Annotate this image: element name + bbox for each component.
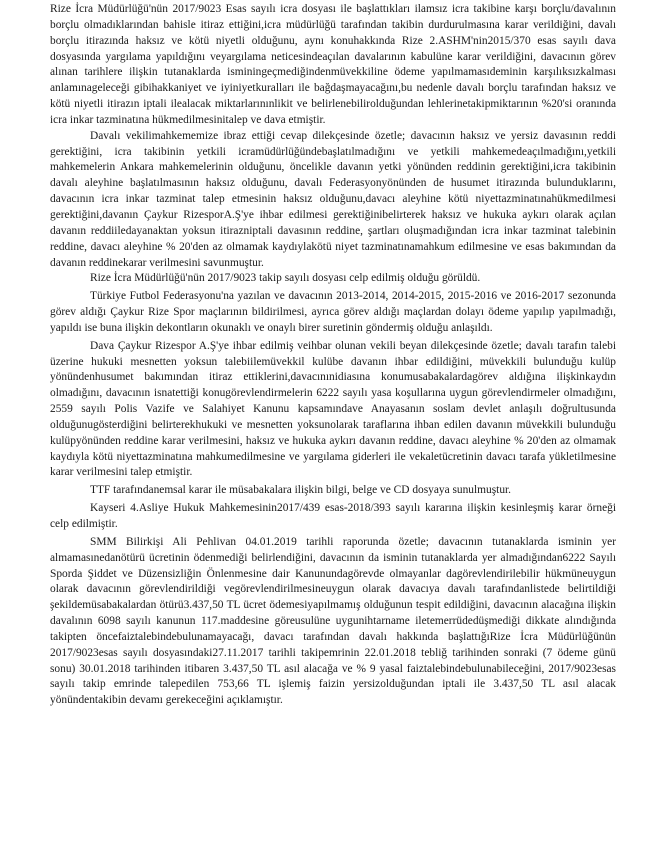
paragraph-kayseri-decision: Kayseri 4.Asliye Hukuk Mahkemesinin2017/439 esas-2018/393 sayılı kararına ilişkin kesinleşmiş karar örneği celp edilmiştir. xyxy=(50,502,616,530)
paragraph-expert-report: SMM Bilirkişi Ali Pehlivan 04.01.2019 tarihli raporunda özetle; davacının tutanaklarda isminin yer almamasınedanötürü ücretinin ödenmediği belirlendiğini, davacının da isminin tutanaklarda yer almadığından6222 Sayılı Sporda Şiddet ve Düzensizliğin Önlenmesine dair Kanunundagörevde olmayanlar dagörevlendirilebilir hükmüneuygun olarak davacının görevlendirildiği vegörevlendirilmesineuygun olarak davacıya davalı tarafındanlistede belirtildiği şekildemüsabakalardan ötürü3.437,50 TL ücret ödemesiyapılmamış olduğunun tespit edildiğini, davacının alacağına ilişkin davalının 6098 sayılı kanunun 117.maddesine göreusulüne uygunihtarname iletemerrüdedüşmediği dikkate alındığında takipten öncefaiztalebindebulunamayacağı, davacı tarafından davalı hakkında başlattığıRize İcra Müdürlüğünün 2017/9023esas sayılı dosyasındaki27.11.2017 tarihli takipemrinin 22.01.2018 tebliğ tarihinden sonraki (7 ödeme günü sonu) 30.01.2018 tarihinden itibaren 3.437,50 TL asıl alacağa ve % 9 yasal faiztalebindebulunabileceğini, 2017/9023esas sayılı takip emrinde talepedilen 753,66 TL işlemiş faizin yersizolduğundan iptali ile 3.437,50 TL asıl alacak yönündentakibin devamı gerekeceğini açıklamıştır. xyxy=(50,535,616,707)
paragraph-defendant-response: Davalı vekilimahkememize ibraz ettiği cevap dilekçesinde özetle; davacının haksız ve yersiz davasının reddi gerektiğini, icra takibinin yetkili icramüdürlüğündebaşlatılmadığını ve yetkili mahkemedeaçılmadığını,yetkili mahkemelerin Ankara mahkemelerinin olduğunu, öncelikle davanın yetki yönünden reddinin gerektiğini,icra takibinin davalı aleyhine başlatılmasının haksız olduğunu, davalı Federasyonyönünden de husumet itirazında bulunduklarını, davacının icra inkar tazminat talep etmesinin haksız olduğunu,davacı aleyhine kötü niyettazminatınahükmedilmesi gerektiğini,davanın Çaykur RizesporA.Ş'ye ihbar edilmesi gerektiğinibelirterek haksız ve hukuka aykırı olarak açılan davanın reddiiledayanaktan yoksun itirazniptali davasının reddine, şartları oluşmadığından icra inkar tazminat talebinin reddine, davacı aleyhine % 20'den az olmamak kaydıylakötü niyet tazminatınamahkum edilmesine ve esas bakımından da davanın reddinekarar verilmesini savunmuştur. xyxy=(50,129,616,269)
paragraph-ttf-documents: TTF tarafındanemsal karar ile müsabakalara ilişkin bilgi, belge ve CD dosyaya sunulmuştur. xyxy=(90,484,512,497)
paragraph-third-party-notice: Dava Çaykur Rizespor A.Ş'ye ihbar edilmiş veihbar olunan vekili beyan dilekçesinde özetle; davalı tarafın talebi üzerine hukuki mesnetten yoksun talebiilemüvekkil kulübe davanın ihbar edildiğini, müvekkili bulunduğu kulüp yönündenhusumet bakımından itiraz ettiklerini,davacınınidiasına konumusabakalardagörev aldığına ilişkinkaydın olmadığını, davacının isnatettiği konugörevlendirmelerin 6222 sayılı yasa koşullarına uygun görevlendirmeler olmadığını, 2559 sayılı Polis Vazife ve Salahiyet Kanunu kapsamındave Anayasanın soslam devlet anlaşılı doğrultusunda olduğunugösterdiğini belirterekhukuki ve mesnetten yoksunolarak taraflarına ihban edilen davanın müvekkili bulunduğu kulüpyönünden reddine karar verilmesini, haksız ve hukuka aykırı davanın reddine, davacı aleyhine % 20'den az olmamak kaydıyla kötü niyettazminatına mahkumedilmesine ve yargılama giderleri ile vekaletücretinin davacı tarafa yükletilmesine karar verilmesini talep etmiştir. xyxy=(50,339,616,479)
paragraph-enforcement-file: Rize İcra Müdürlüğü'nün 2017/9023 takip sayılı dosyası celp edilmiş olduğu görüldü. xyxy=(90,272,481,285)
paragraph-federation-letter: Türkiye Futbol Federasyonu'na yazılan ve davacının 2013-2014, 2014-2015, 2015-2016 ve 2016-2017 sezonunda görev aldığı Çaykur Rize Spor maçlarının bildirilmesi, ayrıca görev aldığı maçlardan dolayı ödeme yapılıp yapılmadığı, yapıldı ise buna ilişkin dekontların okunaklı ve onaylı birer suretinin göndermiş olduğu anlaşıldı. xyxy=(50,290,616,334)
paragraph-claim-summary: Rize İcra Müdürlüğü'nün 2017/9023 Esas sayılı icra dosyası ile başlattıkları ilamsız icra takibine karşı borçlu/davalının borçlu olmadıklarından bahisle itiraz ettiğini,icra müdürlüğü tarafından takibin durdurulmasına karar verildiğini, davalı borçlu itirazında haksız ve kötü niyetli olduğunu, aynı konuhakkında Rize 2.ASHM'nin2015/370 esas sayılı dava dosyasında yargılama yapıldığını veyargılama neticesindeaçılan davalarının kabulüne karar verildiğini, davacının görev alınan tarihlere ilişkin tutanaklarda isminingeçmediğindenmüvekkiline ödeme yapılmamasıdeminin karşılıksızkalması anlamınageleceği gibihakkaniyet ve iyiniyetkuralları ile bağdaşmayacağını,bu nedenle davalı borçlu tarafından haksız ve kötü niyetli itirazın iptali ilealacak miktarlarınınlikit ve belirlenebilirolduğundan lehlerinetakipmiktarının %20'si oranında icra inkar tazminatına hükmedilmesinitalep ve dava etmiştir. xyxy=(50,3,616,126)
